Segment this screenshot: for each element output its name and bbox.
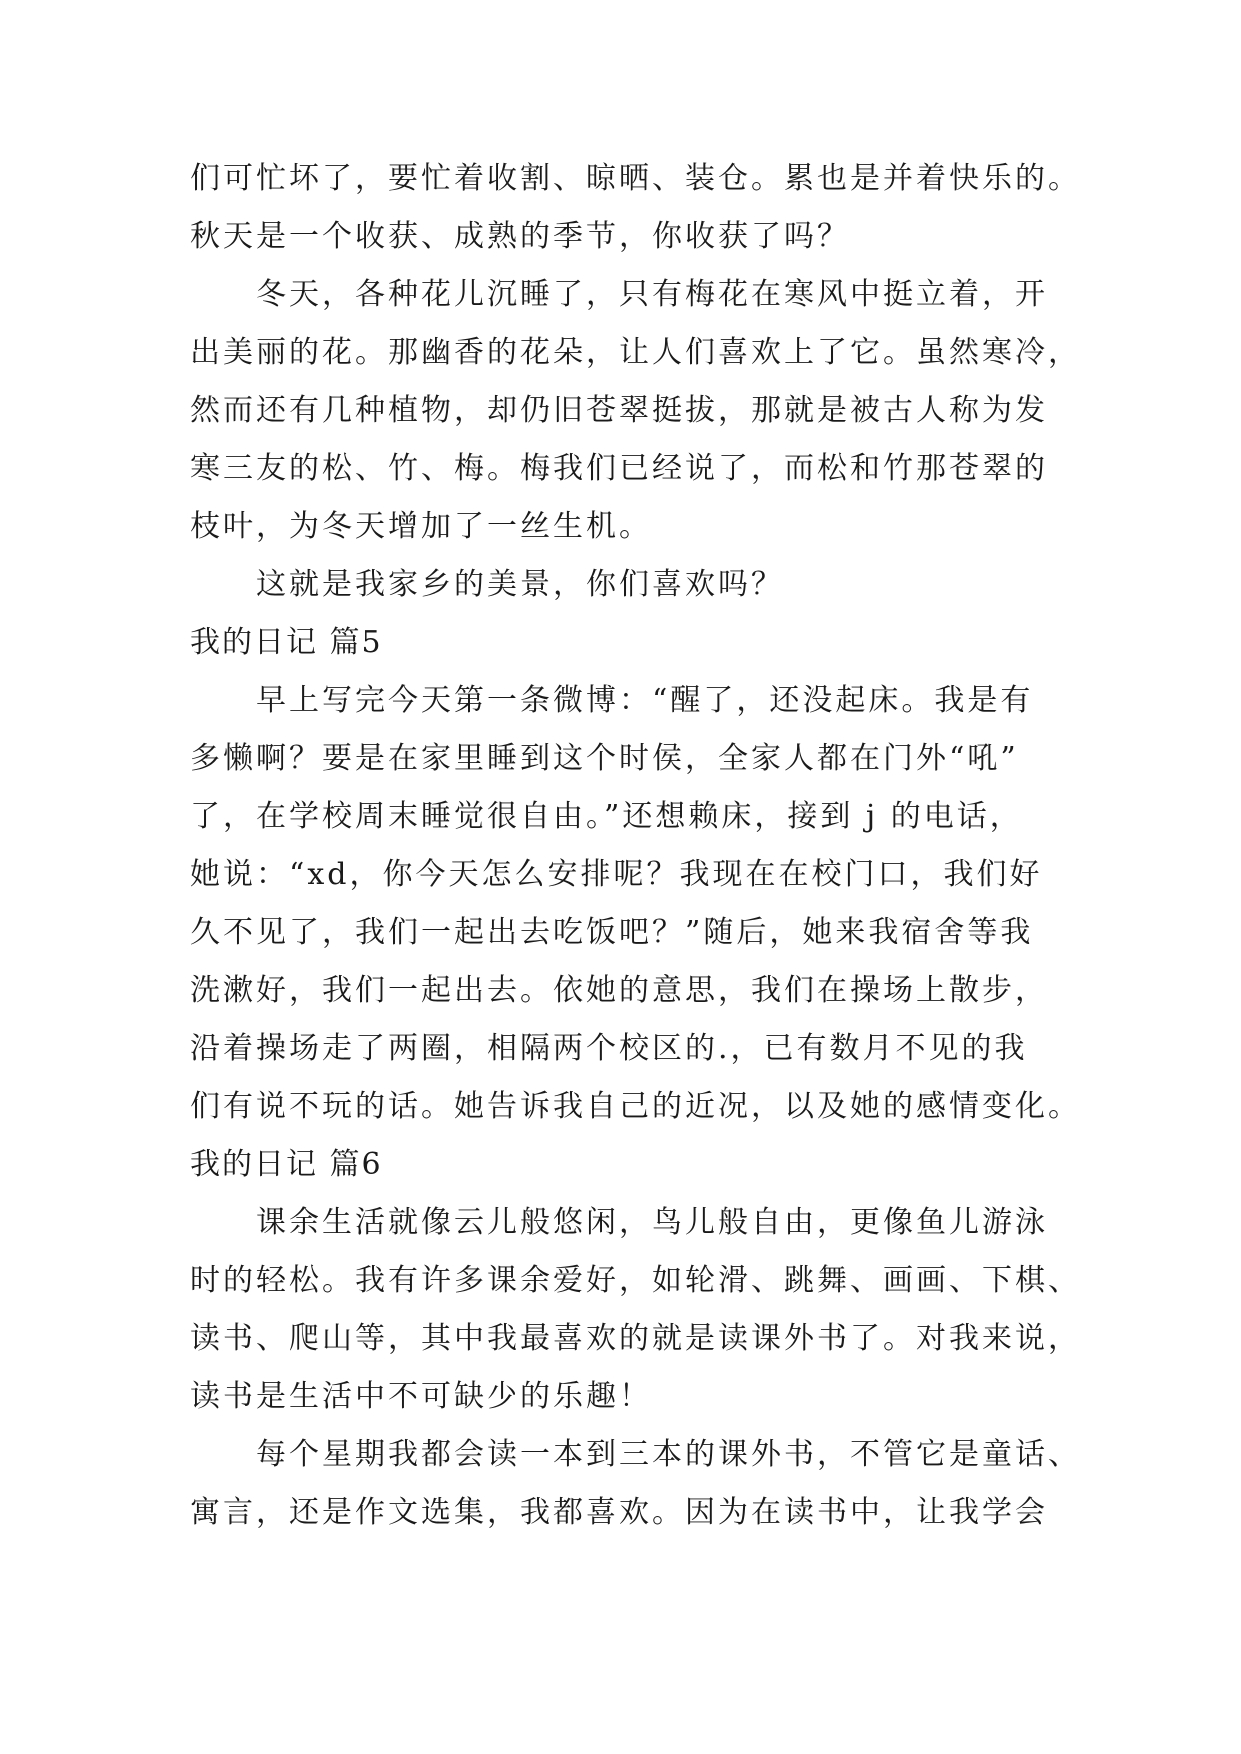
document-page [190,150,1081,1542]
paragraph-start: 课余生活就像云儿般悠闲，鸟儿般自由，更像鱼儿游泳 [256,1205,1048,1240]
text-line: 久不见了，我们一起出去吃饭吧？”随后，她来我宿舍等我 [190,915,1034,950]
text-line: 们可忙坏了，要忙着收割、晾晒、装仓。累也是并着快乐的。 [190,161,1081,196]
text-line: 读书是生活中不可缺少的乐趣！ [190,1379,652,1414]
text-line: 寓言，还是作文选集，我都喜欢。因为在读书中，让我学会 [190,1495,1048,1530]
text-line: 读书、爬山等，其中我最喜欢的就是读课外书了。对我来说， [190,1321,1081,1356]
text-line: 们有说不玩的话。她告诉我自己的近况，以及她的感情变化。 [190,1089,1081,1124]
paragraph-start: 这就是我家乡的美景，你们喜欢吗？ [256,567,784,602]
paragraph-start: 早上写完今天第一条微博：“醒了，还没起床。我是有 [256,683,1034,718]
text-line: 了，在学校周末睡觉很自由。”还想赖床，接到 j 的电话， [190,799,1023,834]
text-line: 秋天是一个收获、成熟的季节，你收获了吗？ [190,219,850,254]
text-line: 多懒啊？要是在家里睡到这个时侯，全家人都在门外“吼” [190,741,1019,776]
text-line: 时的轻松。我有许多课余爱好，如轮滑、跳舞、画画、下棋、 [190,1263,1081,1298]
paragraph-start: 每个星期我都会读一本到三本的课外书，不管它是童话、 [256,1437,1081,1472]
text-line: 出美丽的花。那幽香的花朵，让人们喜欢上了它。虽然寒冷， [190,335,1081,370]
text-line: 洗漱好，我们一起出去。依她的意思，我们在操场上散步， [190,973,1048,1008]
section-heading: 我的日记 篇6 [190,1147,383,1182]
text-line: 沿着操场走了两圈，相隔两个校区的.，已有数月不见的我 [190,1031,1028,1066]
section-heading: 我的日记 篇5 [190,625,383,660]
text-line: 寒三友的松、竹、梅。梅我们已经说了，而松和竹那苍翠的 [190,451,1048,486]
text-line: 她说：“xd，你今天怎么安排呢？我现在在校门口，我们好 [190,857,1043,892]
paragraph-start: 冬天，各种花儿沉睡了，只有梅花在寒风中挺立着，开 [256,277,1048,312]
text-line: 然而还有几种植物，却仍旧苍翠挺拔，那就是被古人称为发 [190,393,1048,428]
text-line: 枝叶，为冬天增加了一丝生机。 [190,509,652,544]
